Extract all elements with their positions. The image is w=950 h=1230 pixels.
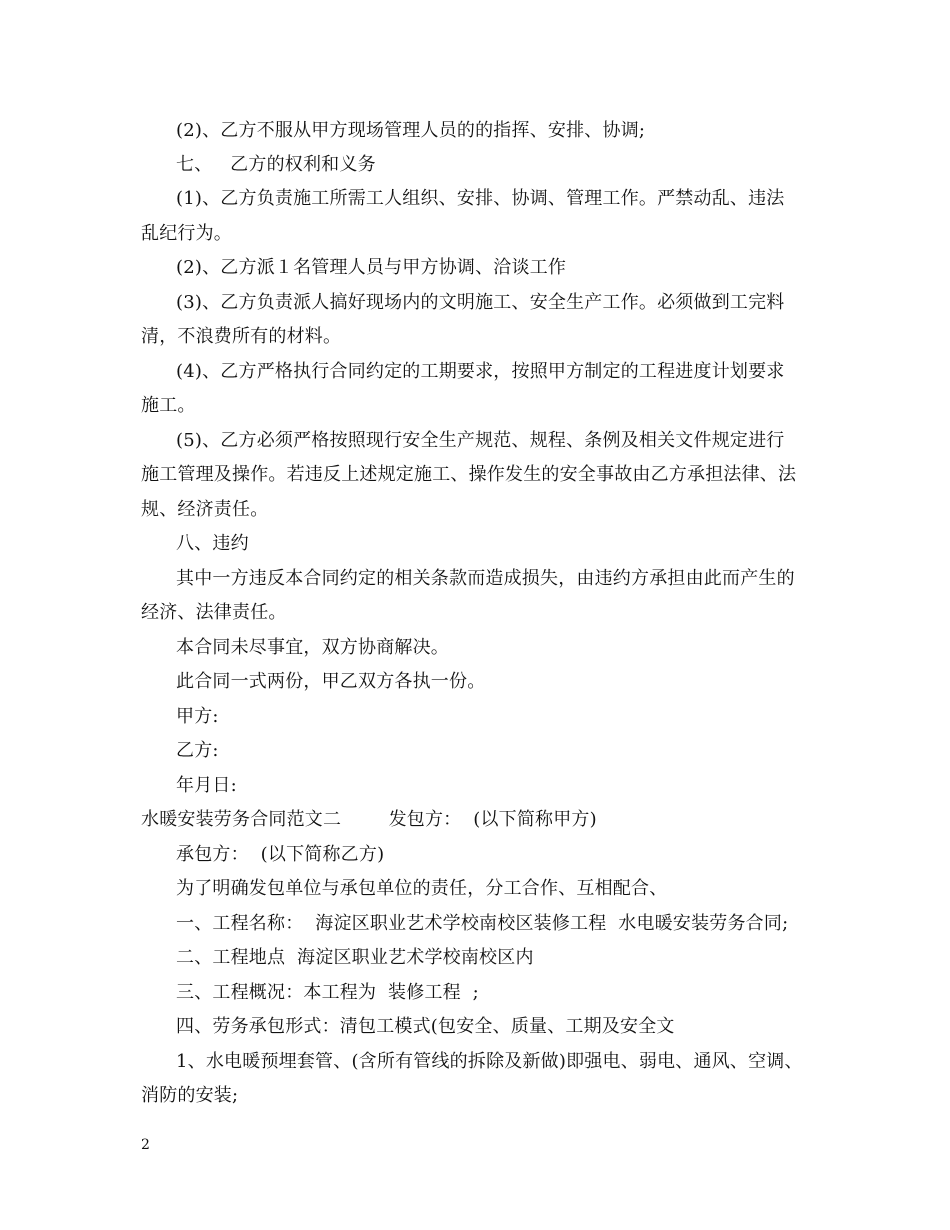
text-line: (5)、乙方必须严格按照现行安全生产规范、规程、条例及相关文件规定进行	[176, 430, 785, 451]
document-subtitle: 水暖安装劳务合同范文二 发包方： (以下简称甲方)	[141, 809, 597, 830]
text-line: 消防的安装;	[141, 1085, 239, 1106]
signature-party-a: 甲方:	[176, 706, 219, 727]
text-line: (2)、乙方派１名管理人员与甲方协调、洽谈工作	[176, 257, 567, 278]
text-line: (3)、乙方负责派人搞好现场内的文明施工、安全生产工作。必须做到工完料	[176, 292, 785, 313]
text-line: 乱纪行为。	[141, 223, 232, 244]
section-heading: 八、违约	[176, 533, 249, 554]
text-line: 四、劳务承包形式：清包工模式(包安全、质量、工期及安全文	[176, 1016, 675, 1037]
text-line: 本合同未尽事宜，双方协商解决。	[176, 637, 449, 658]
text-line: (1)、乙方负责施工所需工人组织、安排、协调、管理工作。严禁动乱、违法	[176, 188, 785, 209]
text-line: 1、水电暖预埋套管、(含所有管线的拆除及新做)即强电、弱电、通风、空调、	[176, 1051, 803, 1072]
text-line: 施工。	[141, 395, 196, 416]
section-heading: 七、 乙方的权利和义务	[176, 154, 376, 175]
text-line: 施工管理及操作。若违反上述规定施工、操作发生的安全事故由乙方承担法律、法	[141, 464, 797, 485]
text-line: 规、经济责任。	[141, 499, 269, 520]
text-line: 三、工程概况：本工程为 装修工程 ;	[176, 982, 479, 1003]
signature-date: 年月日:	[176, 775, 237, 796]
page-number: 2	[141, 1137, 150, 1153]
text-line: 为了明确发包单位与承包单位的责任，分工合作、互相配合、	[176, 878, 668, 899]
text-line: (4)、乙方严格执行合同约定的工期要求，按照甲方制定的工程进度计划要求	[176, 361, 785, 382]
text-line: (2)、乙方不服从甲方现场管理人员的的指挥、安排、协调;	[176, 120, 646, 141]
text-line: 此合同一式两份，甲乙双方各执一份。	[176, 671, 486, 692]
signature-party-b: 乙方:	[176, 740, 219, 761]
text-line: 一、工程名称： 海淀区职业艺术学校南校区装修工程 水电暖安装劳务合同;	[176, 913, 789, 934]
text-line: 二、工程地点 海淀区职业艺术学校南校区内	[176, 947, 534, 968]
text-line: 承包方： (以下简称乙方)	[176, 844, 385, 865]
text-line: 其中一方违反本合同约定的相关条款而造成损失，由违约方承担由此而产生的	[176, 568, 795, 589]
text-line: 清，不浪费所有的材料。	[141, 326, 342, 347]
text-line: 经济、法律责任。	[141, 602, 287, 623]
